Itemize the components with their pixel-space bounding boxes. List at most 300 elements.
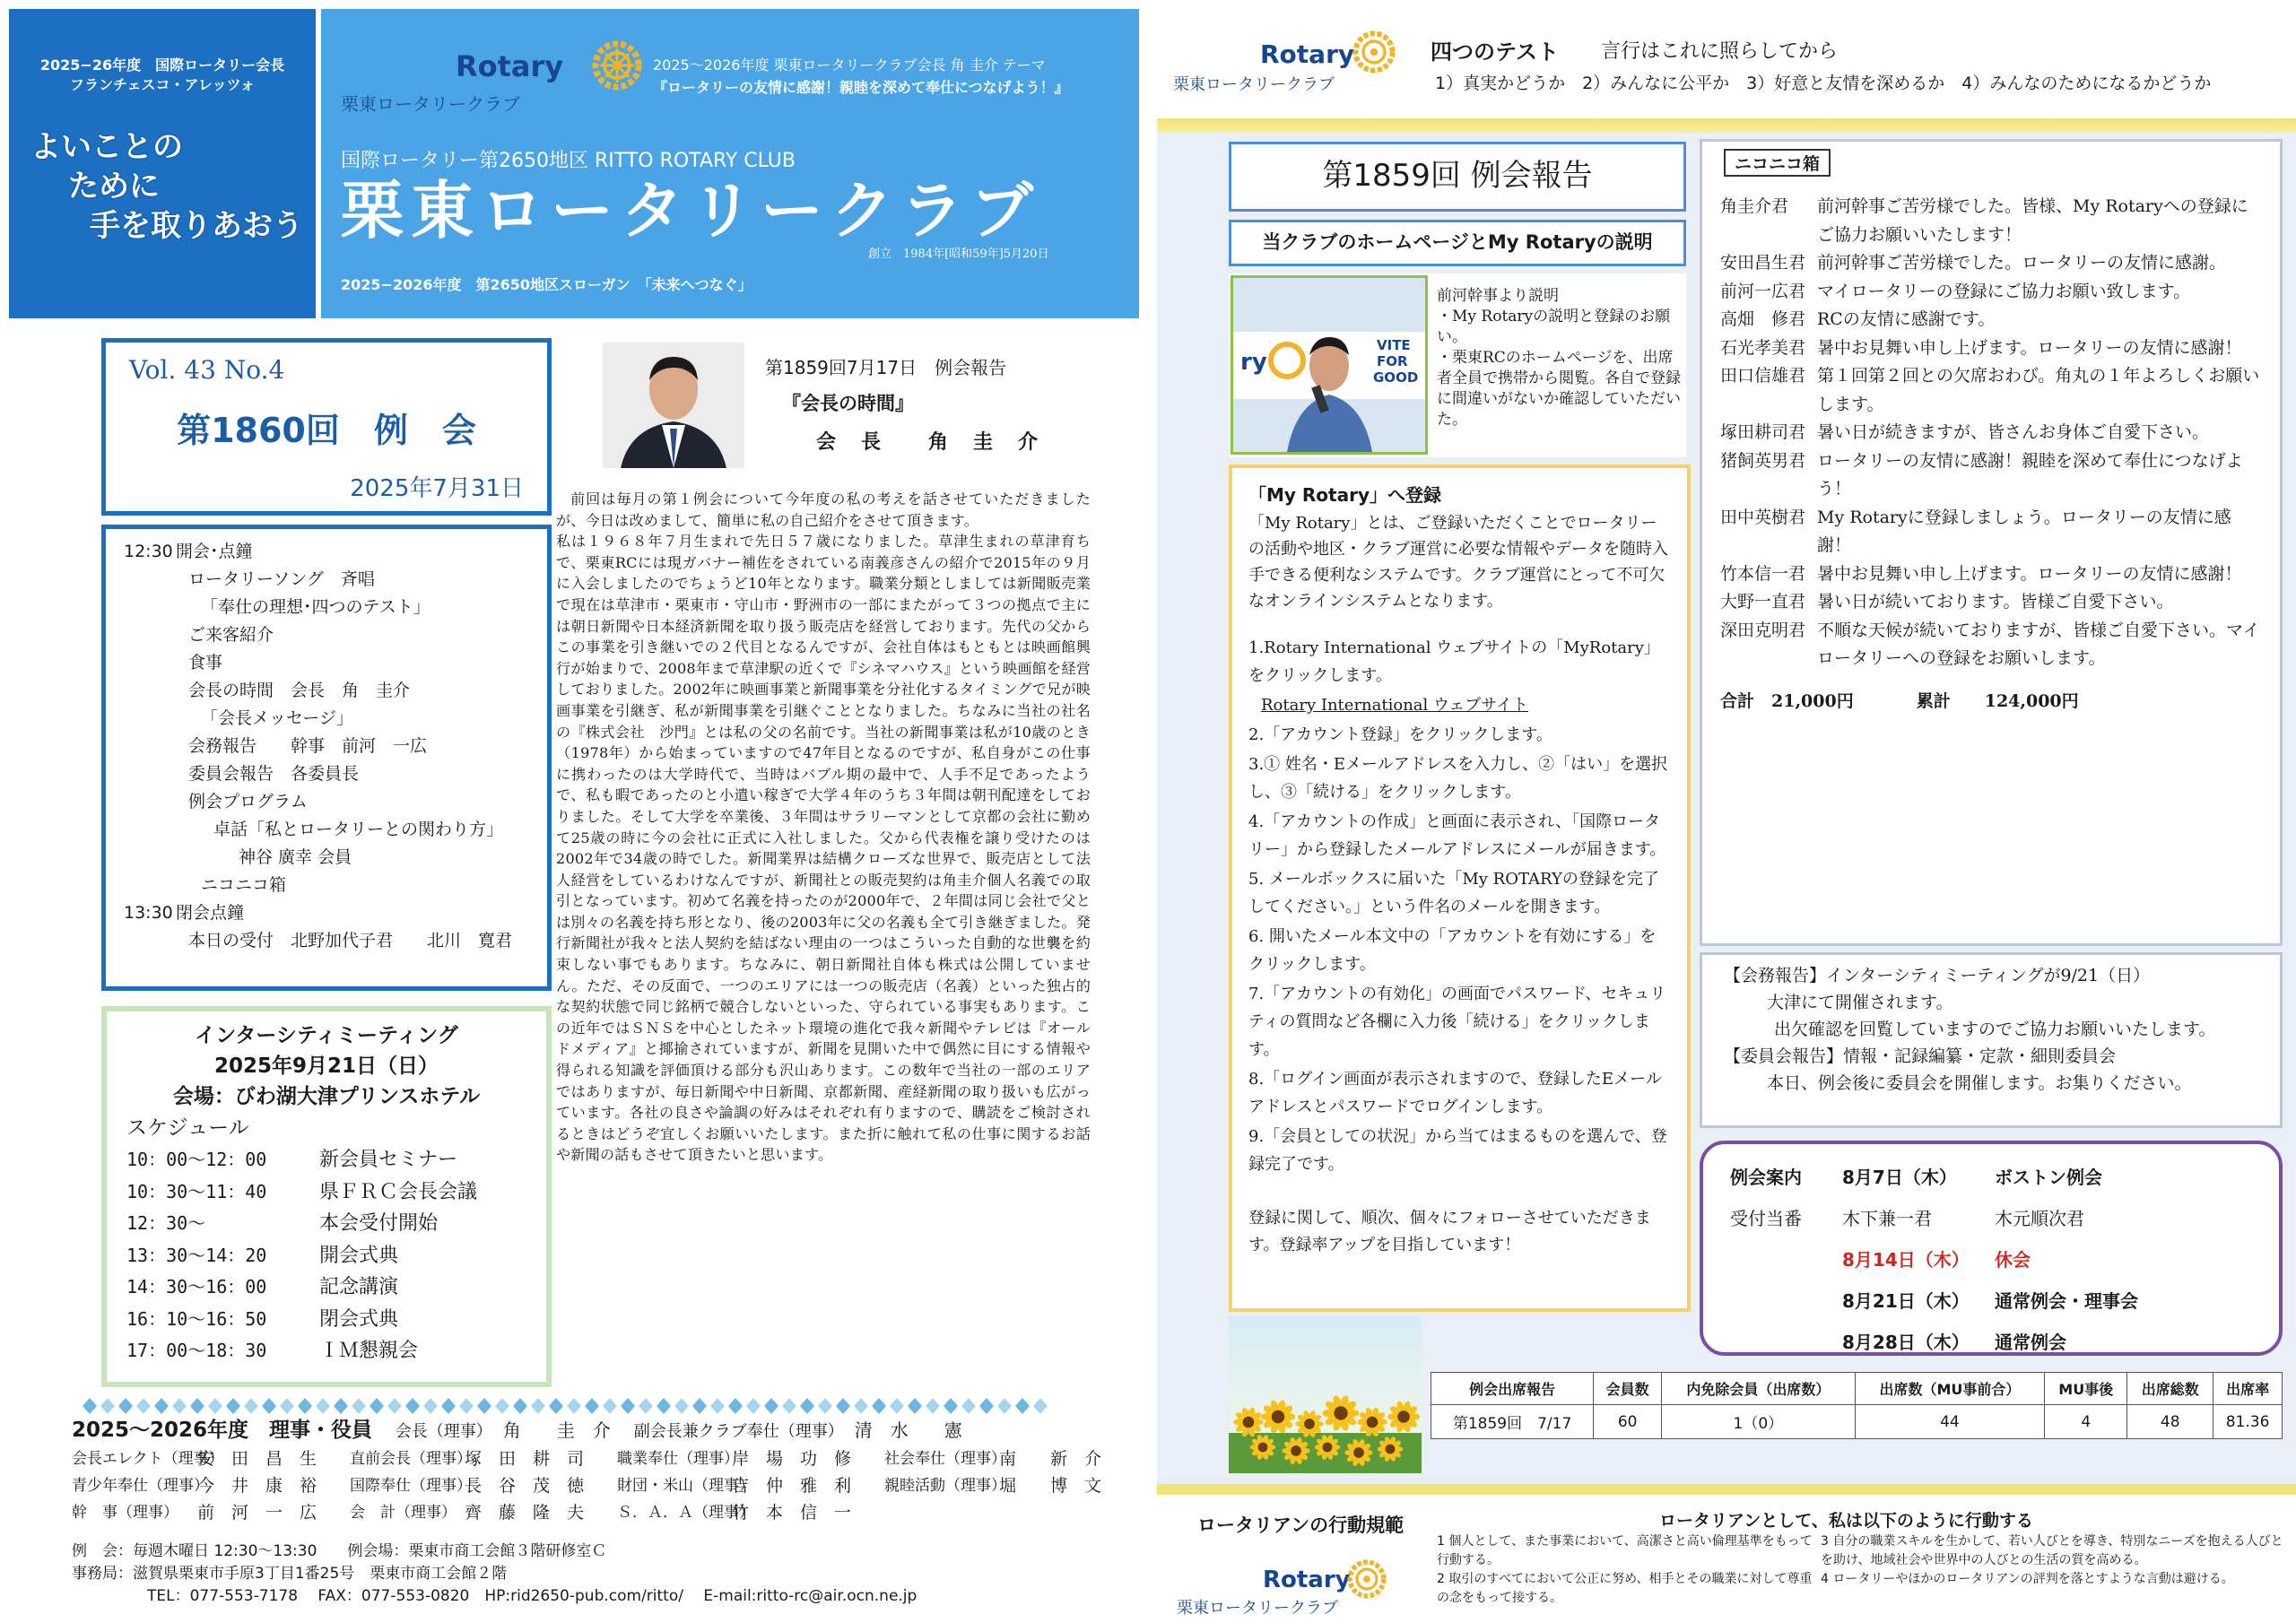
schedule-event: 通常例会 [1995,1332,2066,1353]
diamond-mark [872,1398,886,1414]
right-header [1157,0,2296,126]
issue-volume: Vol. 43 No.4 [129,355,285,385]
diamond-mark [405,1398,420,1414]
schedule-event: 本会受付開始 [319,1212,439,1235]
registration-step: 5. メールボックスに届いた「My ROTARYの登録を完了してください。」という件名のメールを開きます。 [1248,870,1659,916]
report-intro-text: 前河幹事より説明 ・My Rotaryの説明と登録のお願い。 ・栗東RCのホームページを、出席者全員で携帯から閲覧。各自で登録に間違いがないか確認していただいた。 [1437,287,1681,429]
diamond-mark [944,1398,958,1414]
secretary-photo [1231,275,1428,455]
diamond-mark [997,1398,1012,1414]
rotary-wheel-icon [1347,1559,1387,1599]
code-item-1: 1 個人として、また事業において、高潔さと高い倫理基準をもって行動する。 [1437,1534,1813,1567]
program-item [124,927,529,955]
schedule-item [126,1176,526,1209]
schedule-label: 例会案内 [1730,1167,1802,1188]
niconico-name: 石光孝美君 [1720,337,1806,358]
diamond-mark [549,1398,563,1414]
ri-theme-line-2: ために [68,169,160,204]
niconico-name: 前河一広君 [1720,281,1806,301]
report-intro-panel [1229,273,1686,457]
code-title-left: ロータリアンの行動規範 [1197,1515,1405,1536]
attendance-cell: 1（0） [1662,1405,1855,1439]
schedule-date: 8月21日（木） [1842,1290,1970,1312]
photo-banner-text-for: FOR [1377,353,1408,369]
officers-row [72,1499,1103,1526]
issue-box [101,338,552,516]
diamond-mark [441,1398,456,1414]
diamond-mark [280,1398,294,1414]
diamond-mark [244,1398,258,1414]
niconico-name: 猪飼英男君 [1720,450,1806,471]
niconico-message: マイロータリーの登録にご協力お願い致します。 [1817,281,2191,301]
presidents-time-title: 『会長の時間』 [782,393,914,414]
ri-president-name: フランチェスコ・アレッツォ [69,76,256,93]
diamond-mark [854,1398,868,1414]
officer-name: 前 河 一 広 [197,1503,317,1523]
niconico-message: RCの友情に感謝です。 [1817,309,1996,329]
schedule-time: 10：30〜11：40 [126,1180,267,1202]
officers-section [72,1417,1103,1526]
myrotary-title: 「My Rotary」へ登録 [1248,484,1441,506]
niconico-name: 安田昌生君 [1720,253,1806,273]
officer-role: Ｓ．Ａ．Ａ（理事） [617,1504,754,1522]
diamond-mark [818,1398,832,1414]
officer-name: 長 谷 茂 徳 [465,1476,585,1496]
diamond-mark [334,1398,348,1414]
program-item [124,594,529,621]
officer-name: 岸 場 功 修 [732,1449,852,1469]
diamond-mark [226,1398,240,1414]
attendance-cell: 81.36 [2213,1405,2283,1439]
niconico-message: 前河幹事ご苦労様でした。皆様、My Rotaryへの登録にご協力お願いいたします！ [1817,196,2248,245]
yellow-band-bottom [1157,1484,2296,1495]
officers-rows [72,1445,1103,1526]
schedule-time: 13：30〜14：20 [126,1244,267,1266]
program-time [124,927,176,955]
program-text: 開会･点鐘 [176,542,253,561]
attendance-header: 出席数（MU事前合） [1855,1373,2045,1405]
diamond-mark [836,1398,850,1414]
meeting-schedule-row [1730,1198,2252,1239]
diamond-divider [81,1396,1049,1416]
diamond-mark [298,1398,312,1414]
program-text: 委員会報告 各委員長 [188,764,360,784]
schedule-item [126,1271,526,1304]
niconico-message: 暑中お見舞い申し上げます。ロータリーの友情に感謝！ [1817,337,2242,358]
schedule-event: 木元順次君 [1995,1208,2084,1229]
officers-row-0 [395,1419,986,1441]
schedule-label [1730,1280,1842,1322]
diamond-mark [926,1398,940,1414]
ri-president-panel [9,9,316,318]
schedule-label [1730,1239,1842,1280]
program-text: 会務報告 幹事 前河 一広 [188,736,428,756]
diamond-mark [316,1398,330,1414]
schedule-event: 開会式典 [319,1244,399,1267]
schedule-event: ＩＭ懇親会 [319,1340,419,1362]
founded-date: 創立 1984年[昭和59年]5月20日 [868,247,1049,261]
program-item [124,760,529,788]
officers-row [72,1445,1103,1472]
attendance-header: 出席率 [2213,1373,2283,1405]
diamond-mark [136,1398,151,1414]
schedule-item [126,1144,526,1176]
officers-title: 2025〜2026年度 理事・役員 [72,1419,373,1442]
program-item [124,872,529,899]
diamond-mark [477,1398,491,1414]
code-title: ロータリアンとして、私は以下のように行動する [1659,1511,2033,1531]
niconico-name: 田中英樹君 [1720,507,1806,527]
diamond-mark [639,1398,653,1414]
officer-role: 青少年奉仕（理事） [72,1477,209,1495]
club-contact-footer [72,1541,1112,1608]
niconico-cumulative: 累計 124,000円 [1916,690,2079,711]
niconico-entry [1720,306,2262,334]
officer-cell: 清 水 憲 [854,1419,962,1441]
four-way-test-title: 四つのテスト [1431,39,1560,65]
diamond-mark [423,1398,438,1414]
program-time: 13:30 [124,903,173,923]
attendance-cell: 44 [1855,1405,2045,1439]
meeting-schedule-row [1730,1280,2252,1322]
program-time [124,760,176,788]
schedule-item [126,1240,526,1272]
district-slogan: 2025−2026年度 第2650地区スローガン 「未来へつなぐ」 [341,276,752,293]
niconico-entry [1720,278,2262,307]
niconico-message: 不順な天候が続いておりますが、皆様ご自愛下さい。マイロータリーへの登録をお願いします。 [1817,620,2260,668]
schedule-date: 8月14日（木） [1842,1249,1970,1271]
business-report-line-3: 出欠確認を回覧していますのでご協力お願いいたします。 [1774,1020,2216,1039]
niconico-message: 前河幹事ご苦労様でした。ロータリーの友情に感謝。 [1817,253,2227,273]
myrotary-registration-box [1229,464,1691,1312]
attendance-cell: 60 [1594,1405,1662,1439]
meeting-date: 2025年7月31日 [350,475,524,502]
niconico-entry [1720,334,2262,363]
code-of-conduct [1157,1495,2296,1623]
niconico-entry [1720,617,2262,673]
code-items-right [1821,1532,2287,1589]
officer-name [999,1499,1152,1526]
president-portrait [603,343,744,468]
diamond-mark [603,1398,617,1414]
attendance-header: 出席総数 [2127,1373,2213,1405]
yellow-band [1157,118,2296,133]
officer-role: 会長エレクト（理事） [72,1450,224,1468]
officer-role [884,1499,999,1526]
attendance-report [1431,1372,2283,1439]
business-report-line-1: 【会務報告】インターシティミーティングが9/21（日） [1724,966,2151,985]
schedule-time: 17：00〜18：30 [126,1340,267,1361]
ri-theme-line-1: よいことの [30,129,183,165]
officer-role: 国際奉仕（理事） [350,1477,472,1495]
niconico-name: 塚田耕司君 [1720,422,1806,442]
officer-cell: 会長（理事） [395,1422,492,1441]
officer-name: 竹 本 信 一 [732,1503,852,1523]
diamond-mark [657,1398,671,1414]
officer-role: 財団・米山（理事） [617,1477,754,1495]
registration-step: 2.「アカウント登録」をクリックします。 [1248,725,1552,744]
diamond-mark [961,1398,976,1414]
attendance-cell: 48 [2127,1405,2213,1439]
article-body: 前回は毎月の第１例会について今年度の私の考えを話させていただきましたが、今日は改めまして、簡単に私の自己紹介をさせて頂きます。 私は１９６８年７月生まれで先日５７歳になりました。草津生まれの草津育ちで、栗東RCには現ガバナー補佐をされている南義彦さんの紹介で2015年の９月に入会しましたのでちょうど10年となります。職業分類としましては新聞販売業で現在は草津市・栗東市・守山市・野洲市の一部にまたがって３つの拠点で主には朝日新聞や日本経済新聞を取り扱う販売店を経営しております。先代の父からこの事業を引き継いでの２代目となるんですが、会社自体はもともとは映画館興行が始まりで、2008年まで草津駅の近くで『シネマハウス』という映画館を経営しておりました。2002年に映画事業と新聞事業を分社化するタイミングで兄が映画事業を引継ぎ、私が新聞事業を引継ぐこととなりました。ちなみに当社の社名の『株式会社 沙門』とは私の父の名前です。当社の新聞事業は私が10歳のとき（1978年）から始まっていますので47年目となるのですが、私自身がこの仕事に携わったのは大学時代で、当時はバブル期の最中で、人手不足であったようで、私も暇であったのと小遣い稼ぎで大学４年のうち３年間は朝刊配達をしておりました。そして大学を卒業後、３年間はサラリーマンとして京都の会社に勤めて25歳の時に今の会社に正式に入社しました。父から代表権を譲り受けたのは2002年で34歳の時でした。新聞業界は結構クローズな世界で、販売店として法人経営をしているわけなんですが、新聞社との販売契約は角圭介個人名義での取引となっています。初めて名義を持ったのが2000年で、２年間は同じ会社で父とは別々の名義を持ち形となり、後の2003年に父の名義も全て引き継ぎました。発行新聞社が我々と法人契約を結ばない理由の一つはこういった自動的な世襲を約束しない事でもあります。ちなみに、朝日新聞社自体も株式は公開していません。ただ、その反面で、一つのエリアには一つの販売店（名義）といった独占的な契約状態で同じ銘柄で競合しないといった、守られている事実もあります。この近年ではＳＮＳを中心としたネット環境の進化で我々新聞やテレビは『オールドメディア』と揶揄されていますが、新聞を見開いた中で偶然に目にする情報や得られる知識を評価頂ける部分も沢山あります。この数年で当社の一部のエリアではありますが、毎日新聞や中日新聞、京都新聞、産経新聞の取り扱いも広がっています。各社の良さや論調の好みはそれぞれ有りますので、購読をご検討されるときはどうぞ宜しくお願いいたします。また折に触れて私の仕事に関するお話や新聞の話もさせて頂きたいと思います。 [556,490,1091,1164]
diamond-mark [387,1398,402,1414]
attendance-cell: 第1859回 7/17 [1431,1405,1594,1439]
schedule-label: スケジュール [126,1116,249,1140]
diamond-mark [585,1398,599,1414]
schedule-time: 12：30〜 [126,1212,206,1234]
club-masthead [321,9,1139,318]
niconico-name: 竹本信一君 [1720,563,1806,584]
program-text: 食事 [188,653,223,673]
program-item [124,733,529,760]
code-item-3: 3 自分の職業スキルを生かして、若い人びとを導き、特別なニーズを抱える人びとを助け、地域社会や世界中の人びとの生活の質を高める。 [1821,1534,2283,1567]
niconico-entry [1720,447,2262,504]
niconico-name: 田口信雄君 [1720,366,1806,386]
rotary-logo-text: Rotary [456,49,564,83]
report-title: 第1859回 例会報告 [1229,142,1686,212]
officer-role: 直前会長（理事） [350,1450,472,1468]
program-time [124,705,176,733]
program-time [124,872,176,899]
diamond-mark [674,1398,689,1414]
program-time [124,649,176,677]
program-time [124,621,176,649]
niconico-list [1720,193,2262,673]
program-time [124,844,176,872]
left-page [0,0,1139,1623]
attendance-header: 会員数 [1594,1373,1662,1405]
niconico-total: 合計 21,000円 [1720,690,1854,711]
meeting-info: 例 会：毎週木曜日 12:30〜13:30 例会場：栗東市商工会館３階研修室Ｃ [72,1542,607,1560]
schedule-item [126,1304,526,1336]
schedule-event: 通常例会・理事会 [1995,1290,2138,1312]
code-item-4: 4 ロータリーやほかのロータリアンの評判を落とすような言動は避ける。 [1821,1572,2234,1586]
diamond-mark [208,1398,222,1414]
report-heading: 第1859回7月17日 例会報告 [765,357,1007,378]
diamond-mark [782,1398,796,1414]
officer-name: 安 田 昌 生 [197,1449,317,1469]
diamond-mark [692,1398,707,1414]
committee-report-line-2: 本日、例会後に委員会を開催します。お集りください。 [1767,1073,2192,1093]
niconico-entry [1720,419,2262,447]
registration-step: 3.① 姓名・Eメールアドレスを入力し、②「はい」を選択し、③「続ける」をクリックします。 [1248,755,1668,802]
diamond-mark [190,1398,204,1414]
niconico-name: 角圭介君 [1720,196,1789,216]
schedule-time: 14：30〜16：00 [126,1276,267,1298]
schedule-date: 8月7日（木） [1842,1167,1957,1188]
meeting-schedule-row [1730,1322,2252,1363]
program-item [124,788,529,816]
program-text: 閉会点鐘 [176,903,245,923]
club-name-title: 栗東ロータリークラブ [341,174,1040,247]
four-way-test-subtitle: 言行はこれに照らしてから [1601,40,1839,63]
niconico-entry [1720,504,2262,560]
meeting-program [101,525,552,991]
report-subtitle: 当クラブのホームページとMy Rotaryの説明 [1229,220,1686,266]
schedule-event: 閉会式典 [319,1307,399,1331]
niconico-entry [1720,362,2262,419]
diamond-mark [118,1398,133,1414]
meeting-schedule-row [1730,1157,2252,1198]
registration-steps [1248,634,1671,1178]
officers-row [72,1472,1103,1499]
program-text: ご来客紹介 [188,625,274,645]
diamond-mark [513,1398,527,1414]
program-text: 「会長メッセージ」 [201,708,353,728]
niconico-name: 高畑 修君 [1720,309,1806,329]
registration-step: 4.「アカウントの作成」と画面に表示され、「国際ロータリー」から登録したメールアドレスにメールが届きます。 [1248,812,1666,859]
diamond-mark [1015,1398,1030,1414]
niconico-totals [1720,688,2262,712]
diamond-mark [531,1398,545,1414]
officer-role: 社会奉仕（理事） [884,1450,1006,1468]
program-item [124,677,529,705]
diamond-mark [352,1398,366,1414]
diamond-mark [621,1398,635,1414]
diamond-mark [262,1398,276,1414]
footer-rotary-logo: Rotary [1263,1567,1351,1593]
niconico-box [1700,139,2283,946]
officer-role: 職業奉仕（理事） [617,1450,739,1468]
niconico-message: 暑い日が続いております。皆様ご自愛下さい。 [1817,592,2174,612]
attendance-header: 例会出席報告 [1431,1373,1594,1405]
ri-president-year: 2025−26年度 国際ロータリー会長 [39,56,285,74]
niconico-entry [1720,588,2262,617]
diamond-mark [370,1398,384,1414]
program-text: 卓話「私とロータリーとの関わり方」 [213,820,504,839]
presidents-time-article [556,489,1091,1166]
rotary-wheel-icon [1352,30,1396,74]
niconico-entry [1720,249,2262,278]
program-text: 会長の時間 会長 角 圭介 [188,681,411,700]
program-item [124,649,529,677]
diamond-mark [710,1398,725,1414]
code-item-2: 2 取引のすべてにおいて公正に努め、相手とその職業に対して尊重の念をもって接する。 [1437,1572,1813,1605]
program-item [124,816,529,844]
registration-step: 9.「会員としての状況」から当てはまるものを選んで、登録完了です。 [1248,1127,1667,1174]
diamond-mark [1033,1398,1048,1414]
intercity-schedule-list [126,1144,526,1367]
diamond-mark [495,1398,509,1414]
officer-role: 親睦活動（理事） [884,1477,1006,1495]
registration-step: 1.Rotary International ウェブサイトの「MyRotary」をクリックします。 [1248,638,1660,685]
upcoming-meetings-box [1700,1141,2283,1356]
footer-club-name: 栗東ロータリークラブ [1177,1599,1338,1618]
attendance-header: MU事後 [2045,1373,2127,1405]
schedule-time: 10：00〜12：00 [126,1149,267,1170]
ri-theme-line-3: 手を取りあおう [90,208,303,244]
program-item [124,844,529,872]
officer-cell: 角 圭 介 [502,1419,611,1441]
right-club-name: 栗東ロータリークラブ [1173,75,1335,94]
myrotary-description: 「My Rotary」とは、ご登録いただくことでロータリーの活動や地区・クラブ運営に必要な情報やデータを随時入手できる便利なシステムです。クラブ運営にとって不可欠なオンラインシステムとなります。 [1248,514,1668,611]
diamond-mark [746,1398,761,1414]
registration-step: 7.「アカウントの有効化」の画面でパスワード、セキュリティの質問など各欄に入力後「続ける」をクリックします。 [1248,985,1666,1059]
rotary-international-link[interactable]: Rotary International ウェブサイト [1261,696,1529,715]
officer-name: 今 井 康 裕 [197,1476,317,1496]
diamond-mark [100,1398,115,1414]
meeting-number: 第1860回 例 会 [177,411,476,450]
program-time [124,594,176,621]
business-report-box [1700,952,2283,1128]
program-time [124,788,176,816]
diamond-mark [800,1398,814,1414]
schedule-event: 県ＦＲＣ会長会議 [319,1180,478,1203]
officer-role: 幹 事（理事） [72,1504,178,1522]
schedule-date: 8月28日（木） [1842,1332,1970,1353]
program-item [124,705,529,733]
presidents-time-speaker: 会 長 角 圭 介 [816,431,1041,454]
diamond-mark [154,1398,169,1414]
schedule-event: ボストン例会 [1995,1167,2102,1188]
attendance-header-row [1431,1373,2283,1405]
attendance-data-row [1431,1405,2283,1439]
program-item [124,566,529,594]
program-time [124,733,176,760]
niconico-name: 深田克明君 [1720,620,1806,640]
program-text: 神谷 廣幸 会員 [239,847,352,867]
schedule-event: 新会員セミナー [319,1149,458,1171]
diamond-mark [83,1398,97,1414]
club-small-name: 栗東ロータリークラブ [341,93,520,115]
niconico-message: 第１回第２回との欠席おわび。角丸の１年よろしくお願いします。 [1817,366,2260,414]
program-time [124,816,176,844]
rotary-wheel-icon [592,40,642,91]
niconico-name: 大野一直君 [1720,592,1806,612]
program-time: 12:30 [124,542,173,561]
officer-name: 堀 博 文 [999,1476,1102,1496]
attendance-table [1431,1372,2283,1439]
diamond-mark [890,1398,904,1414]
schedule-time: 16：10〜16：50 [126,1307,267,1330]
program-text: 「奉仕の理想･四つのテスト」 [201,597,430,617]
schedule-item [126,1208,526,1240]
program-time [124,677,176,705]
schedule-event: 記念講演 [319,1276,399,1298]
schedule-label [1730,1322,1842,1363]
registration-closing: 登録に関して、順次、個々にフォローさせていただきます。登録率アップを目指しています！ [1248,1209,1651,1254]
program-item [124,621,529,649]
sunflower-image [1229,1316,1422,1473]
intercity-title: インターシティミーティング [195,1024,458,1047]
niconico-title: ニコニコ箱 [1724,149,1831,177]
intercity-date: 2025年9月21日（日） [213,1055,439,1078]
district-line: 国際ロータリー第2650地区 RITTO ROTARY CLUB [341,150,796,172]
registration-step: 8.「ログイン画面が表示されますので、登録したEメールアドレスとパスワードでログインします。 [1248,1070,1662,1116]
attendance-cell: 4 [2045,1405,2127,1439]
photo-banner-text-ry: ry [1240,349,1267,376]
niconico-message: 暑中お見舞い申し上げます。ロータリーの友情に感謝！ [1817,563,2242,584]
officer-name: 塚 田 耕 司 [465,1449,585,1469]
niconico-message: ロータリーの友情に感謝！親睦を深めて奉仕につなげよう！ [1817,450,2243,499]
schedule-event: 休会 [1995,1249,2031,1271]
officer-role: 会 計（理事） [350,1504,457,1522]
diamond-mark [459,1398,474,1414]
niconico-message: 暑い日が続きますが、皆さんお身体ご自愛下さい。 [1817,422,2210,442]
diamond-mark [979,1398,994,1414]
right-rotary-logo: Rotary [1260,39,1355,69]
registration-step: 6. 開いたメール本文中の「アカウントを有効にする」をクリックします。 [1248,927,1657,974]
code-items-left [1437,1532,1813,1608]
program-text: 本日の受付 北野加代子君 北川 寛君 [188,931,513,950]
program-item [124,899,529,927]
officer-name: 吉 仲 雅 利 [732,1476,852,1496]
niconico-message: My Rotaryに登録しましょう。ロータリーの友情に感謝！ [1817,507,2231,555]
program-text: ロータリーソング 斉唱 [188,569,375,589]
four-way-test-items: 1）真実かどうか 2）みんなに公平か 3）好意と友情を深めるか 4）みんなのためになるかどうか [1435,74,2212,93]
club-president-line: 2025〜2026年度 栗東ロータリークラブ会長 角 圭介 テーマ [653,56,1046,74]
club-theme: 『ロータリーの友情に感謝！親睦を深めて奉仕につなげよう！』 [653,79,1069,96]
